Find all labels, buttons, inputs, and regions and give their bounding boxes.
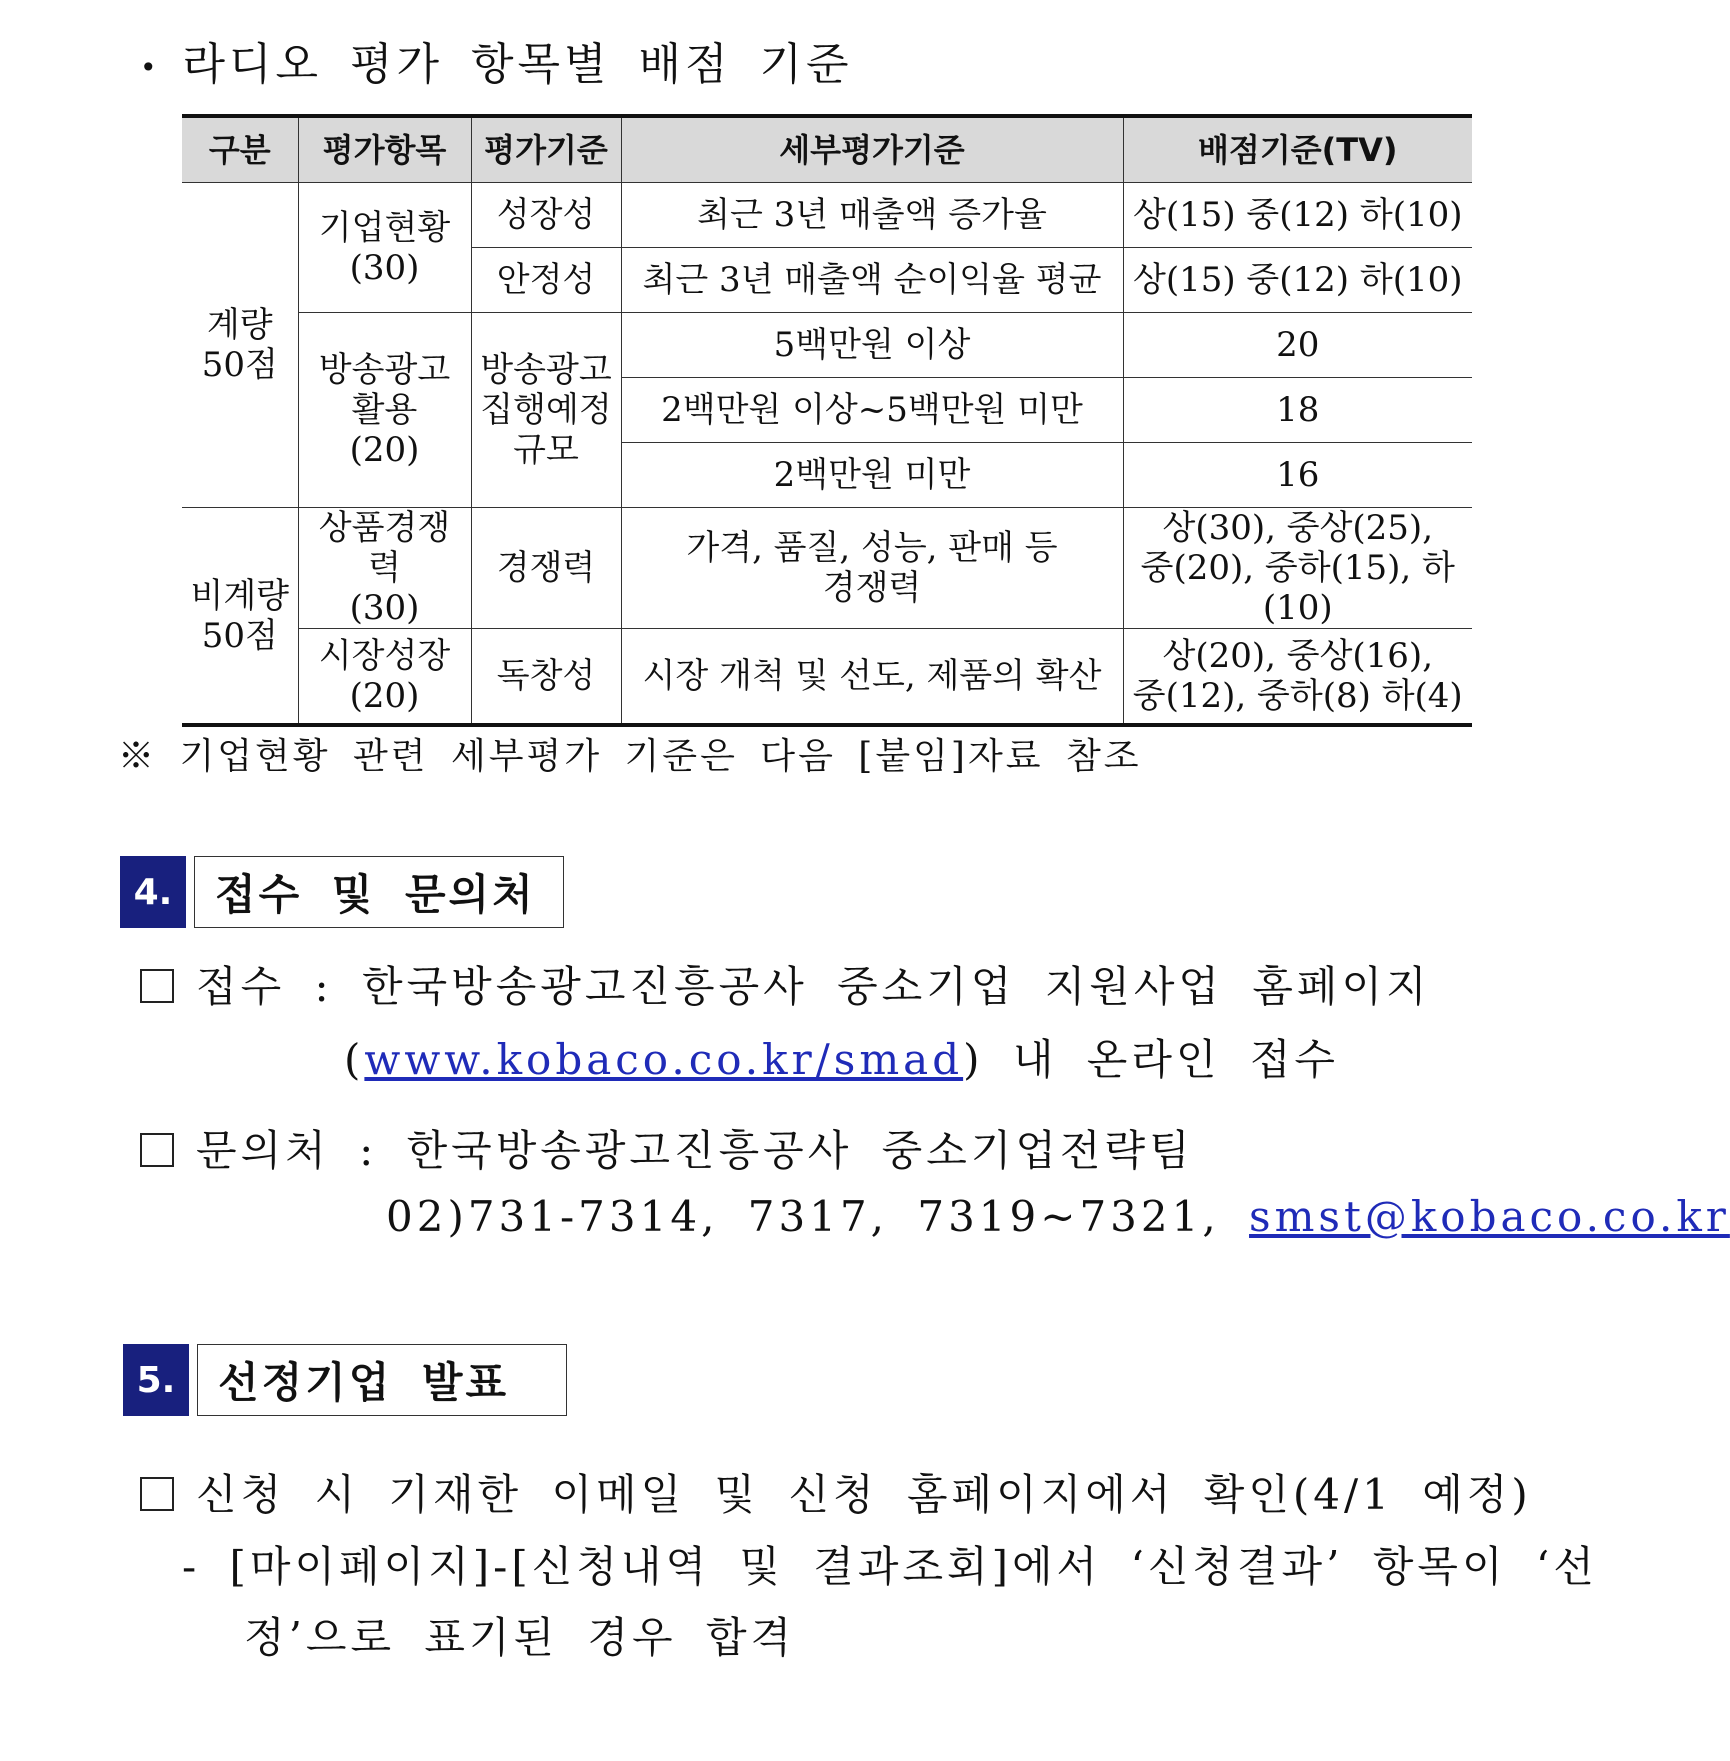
group-quantitative: 계량 50점 — [182, 183, 298, 508]
section-4-heading — [120, 856, 564, 928]
header-item: 평가항목 — [298, 116, 471, 183]
score-ad-tier-1: 20 — [1123, 313, 1472, 378]
item-product-competitiveness: 상품경쟁력 (30) — [298, 508, 471, 629]
section-5-heading — [123, 1344, 567, 1416]
criteria-ad-scale: 방송광고 집행예정 규모 — [471, 313, 621, 508]
scoring-table — [182, 114, 1472, 727]
bullet-icon: • — [140, 51, 161, 84]
checkbox-square-icon — [140, 1477, 174, 1511]
detail-stability: 최근 3년 매출액 순이익율 평균 — [621, 248, 1123, 313]
announcement-line — [140, 1462, 1532, 1522]
table-note: ※ 기업현황 관련 세부평가 기준은 다음 [붙임]자료 참조 — [118, 736, 1142, 777]
detail-creativity: 시장 개척 및 선도, 제품의 확산 — [621, 629, 1123, 726]
table-header-row — [182, 116, 1472, 183]
criteria-growth: 성장성 — [471, 183, 621, 248]
inquiry-email-link[interactable]: smst@kobaco.co.kr — [1249, 1192, 1730, 1241]
reception-url-line: (www.kobaco.co.kr/smad) 내 온라인 접수 — [344, 1035, 1339, 1084]
group-qualitative: 비계량 50점 — [182, 508, 298, 726]
table-row — [182, 183, 1472, 248]
reception-line — [140, 954, 1431, 1014]
score-stability: 상(15) 중(12) 하(10) — [1123, 248, 1472, 313]
section-4-number: 4. — [120, 856, 186, 928]
section-5-title: 선정기업 발표 — [197, 1344, 567, 1416]
header-detail: 세부평가기준 — [621, 116, 1123, 183]
detail-ad-tier-3: 2백만원 미만 — [621, 443, 1123, 508]
item-broadcast-ad: 방송광고 활용 (20) — [298, 313, 471, 508]
checkbox-square-icon — [140, 1133, 174, 1167]
table-row — [182, 508, 1472, 629]
score-competitiveness: 상(30), 중상(25), 중(20), 중하(15), 하(10) — [1123, 508, 1472, 629]
detail-ad-tier-1: 5백만원 이상 — [621, 313, 1123, 378]
header-category: 구분 — [182, 116, 298, 183]
detail-ad-tier-2: 2백만원 이상~5백만원 미만 — [621, 378, 1123, 443]
header-score: 배점기준(TV) — [1123, 116, 1472, 183]
announcement-detail-line-2: 정’으로 표기된 경우 합격 — [244, 1613, 796, 1662]
inquiry-phones: 02)731-7314, 7317, 7319~7321, — [386, 1192, 1250, 1241]
table-row — [182, 629, 1472, 726]
detail-competitiveness: 가격, 품질, 성능, 판매 등 경쟁력 — [621, 508, 1123, 629]
section-title-text: 라디오 평가 항목별 배점 기준 — [182, 39, 853, 90]
inquiry-contact-line — [386, 1192, 1730, 1241]
inquiry-text: 문의처 : 한국방송광고진흥공사 중소기업전략팀 — [196, 1126, 1194, 1175]
item-market-growth: 시장성장 (20) — [298, 629, 471, 726]
table-row — [182, 313, 1472, 378]
score-ad-tier-3: 16 — [1123, 443, 1472, 508]
criteria-stability: 안정성 — [471, 248, 621, 313]
score-creativity: 상(20), 중상(16), 중(12), 중하(8) 하(4) — [1123, 629, 1472, 726]
score-growth: 상(15) 중(12) 하(10) — [1123, 183, 1472, 248]
score-ad-tier-2: 18 — [1123, 378, 1472, 443]
section-title — [140, 28, 853, 92]
item-company-status: 기업현황 (30) — [298, 183, 471, 313]
section-4-title: 접수 및 문의처 — [194, 856, 564, 928]
detail-growth: 최근 3년 매출액 증가율 — [621, 183, 1123, 248]
inquiry-line — [140, 1118, 1194, 1178]
header-criteria: 평가기준 — [471, 116, 621, 183]
checkbox-square-icon — [140, 969, 174, 1003]
announcement-detail-line-1: - [마이페이지]-[신청내역 및 결과조회]에서 ‘신청결과’ 항목이 ‘선 — [182, 1542, 1598, 1591]
criteria-competitiveness: 경쟁력 — [471, 508, 621, 629]
reception-url-link[interactable]: www.kobaco.co.kr/smad — [364, 1035, 964, 1084]
reception-text: 접수 : 한국방송광고진흥공사 중소기업 지원사업 홈페이지 — [196, 962, 1431, 1011]
announcement-text: 신청 시 기재한 이메일 및 신청 홈페이지에서 확인(4/1 예정) — [196, 1470, 1532, 1519]
criteria-creativity: 독창성 — [471, 629, 621, 726]
section-5-number: 5. — [123, 1344, 189, 1416]
